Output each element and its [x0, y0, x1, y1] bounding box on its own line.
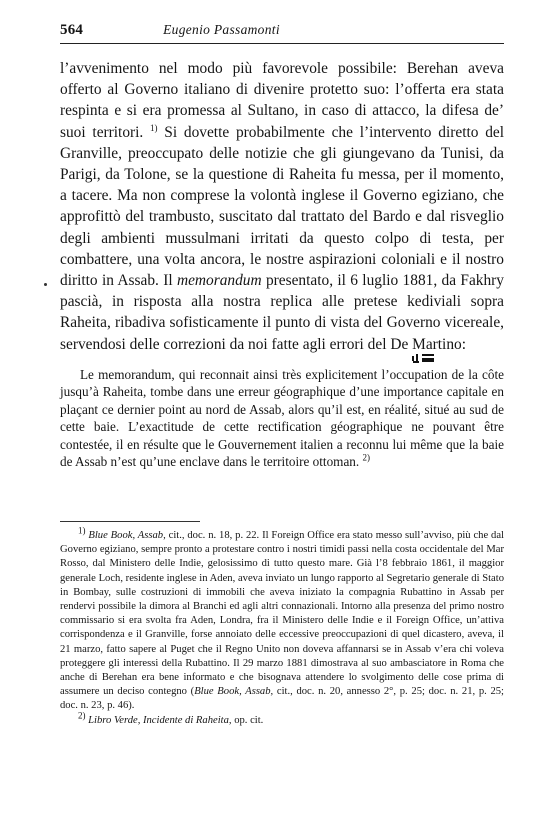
footnote-1-source-b: Blue Book, Assab,	[194, 686, 274, 698]
footnote-1-text: cit., doc. n. 18, p. 22. Il Foreign Office era stato messo sull’avviso, più che dal Governo egiziano, sempre pronto a protestare contro i nostri timidi passi nella costa occidentale del Mar Rosso, dal Ministero delle Indie, gelosissimo di tutto questo mare. Già l’8 febbraio 1861, il maggior generale Loch, residente inglese in Aden, aveva inviato un lungo rapporto al Segretario generale di Stato in Bombay, sulle costruzioni di immobili che aveva iniziato la compagnia Rubattino in Assab per rendervi possibile la dimora al Branchi ed agli altri connazionali. Intorno alla presenza del primo nostro commissario si era svolta fra Aden, Londra, fra il Ministero delle Indie e il Foreign Office, un’attiva corrispondenza e il Granville, forse annoiato delle eccessive preoccupazioni di quel dicastero, aveva, il 21 marzo, fatto sapere al Puget che il Regno Unito non doveva affannarsi se in Assab v’era chi voleva proteggere gli interessi della Rubattino. Il 29 marzo 1881 dimostrava al suo ambasciatore in Roma che anche di Berehan era bene informato e che bisognava attendere lo svolgimento delle cose prima di assumere un deciso contegno (	[60, 530, 504, 698]
footnote-rule	[60, 521, 200, 522]
footnote-1-mark: 1)	[78, 525, 86, 536]
footnote-2-text: op. cit.	[231, 714, 264, 726]
page-number: 564	[60, 22, 84, 38]
footnote-2	[60, 710, 504, 728]
running-head: Eugenio Passamonti	[163, 22, 280, 37]
footnote-2-source: Libro Verde, Incidente di Raheita,	[88, 714, 232, 726]
body-paragraph	[60, 58, 504, 355]
footnote-ref-1: 1)	[150, 122, 158, 133]
header-rule	[60, 43, 504, 44]
french-quotation	[60, 366, 504, 470]
footnote-1-source: Blue Book, Assab,	[88, 530, 166, 541]
ink-mark	[412, 354, 434, 363]
footnote-ref-2: 2)	[362, 452, 370, 463]
body-text-b: Si dovette probabilmente che l’intervento diretto del Granville, preoccupato delle notizie che gli giungevano da Tunisi, da Parigi, da Tolone, se la questione di Raheita fu messa, per il momento, a tacere. Ma non comprese la volontà inglese il Governo egiziano, che approfittò del trambusto, suscitato dal trattato del Bardo e dal risveglio degli ambienti mussulmani irritati da questo colpo di testa, per combattere, una volta ancora, le nostre aspirazioni coloniali e il nostro diritto in Assab. Il	[60, 123, 504, 290]
body-italic-term: memorandum	[176, 272, 262, 290]
margin-dot	[44, 283, 47, 286]
body-text-c: presentato, il 6 luglio 1881, da Fakhry pascià, in risposta alla nostra replica alle pretese kediviali sopra Raheita, ribadiva sofisticamente il punto di vista del Governo vicereale, servendosi delle correzioni da noi fatte agli errori del De Martino:	[60, 272, 504, 353]
body-text-a: l’avvenimento nel modo più favorevole possibile: Berehan aveva offerto al Governo italiano di divenire protetto suo: l’offerta era stata respinta e si era promessa al Sultano, in caso di attacco, la difesa de’ suoi territori.	[60, 60, 504, 141]
page-header	[60, 22, 504, 39]
footnotes	[60, 525, 504, 728]
quote-text: Le memorandum, qui reconnait ainsi très explicitement l’occupation de la côte jusqu’à Raheita, tombe dans une erreur géographique d’une importance capitale en plaçant ce dernier point au nord de Assab, alors qu’il est, en réalité, situé au sud de cette baie. L’exactitude de cette rectification géographique ne pouvant être contestée, il en résulte que le Gouvernement italien a reconnu lui même que la baie de Assab n’est qu’une enclave dans le territoire ottoman.	[60, 367, 504, 470]
footnote-1	[60, 525, 504, 714]
footnote-1-text-b: cit., doc. n. 20, annesso 2°, p. 25; doc. n. 21, p. 25; doc. n. 23, p. 46).	[60, 686, 504, 712]
footnote-2-mark: 2)	[78, 710, 86, 721]
